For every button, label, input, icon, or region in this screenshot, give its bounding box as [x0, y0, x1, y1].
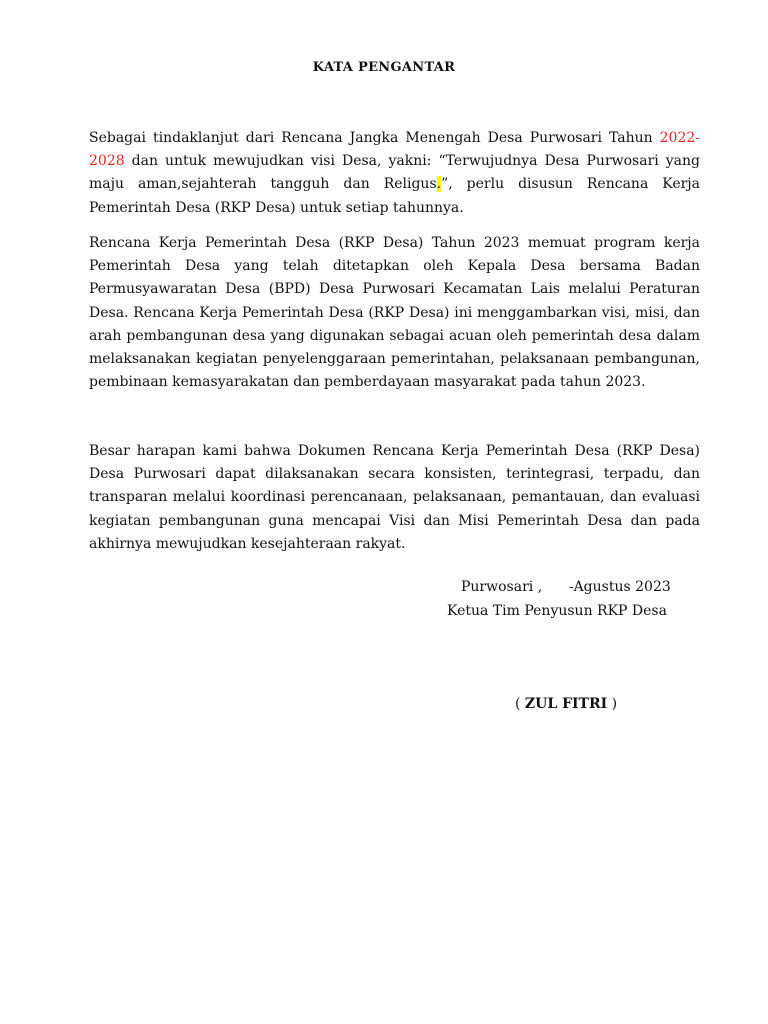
- page-title: KATA PENGANTAR: [312, 60, 456, 75]
- signature-role: Ketua Tim Penyusun RKP Desa: [447, 603, 667, 619]
- paragraph-intro-text-3: ”, perlu disusun Rencana Kerja Pemerintah Desa (RKP Desa) untuk setiap tahunnya.: [89, 176, 700, 216]
- plan-years: 2022-2028: [89, 130, 700, 170]
- signature-name: ZUL FITRI: [524, 696, 608, 712]
- paragraph-intro-text-1: Sebagai tindaklanjut dari Rencana Jangka Menengah Desa Purwosari Tahun: [89, 130, 660, 146]
- paragraph-intro: [89, 127, 700, 220]
- highlighted-period: .: [436, 176, 442, 193]
- signature-close-paren: ): [607, 696, 618, 712]
- signature-open-paren: (: [515, 696, 525, 712]
- paragraph-hope: Besar harapan kami bahwa Dokumen Rencana Kerja Pemerintah Desa (RKP Desa) Desa Purwosari dapat dilaksanakan secara konsisten, terintegrasi, terpadu, dan transparan melalui koordinasi perencanaan, pelaksanaan, pemantauan, dan evaluasi kegiatan pembangunan guna mencapai Visi dan Misi Pemerintah Desa dan pada akhirnya mewujudkan kesejahteraan rakyat.: [89, 443, 700, 552]
- paragraph-intro-text-2: dan untuk mewujudkan visi Desa, yakni: “Terwujudnya Desa Purwosari yang maju aman,sejahterah tangguh dan Religus: [89, 153, 700, 193]
- signature-name-block: [515, 696, 617, 712]
- signature-place-date: Purwosari , -Agustus 2023: [461, 579, 671, 595]
- paragraph-rkp-description: Rencana Kerja Pemerintah Desa (RKP Desa) Tahun 2023 memuat program kerja Pemerintah Desa yang telah ditetapkan oleh Kepala Desa bersama Badan Permusyawaratan Desa (BPD) Desa Purwosari Kecamatan Lais melalui Peraturan Desa. Rencana Kerja Pemerintah Desa (RKP Desa) ini menggambarkan visi, misi, dan arah pembangunan desa yang digunakan sebagai acuan oleh pemerintah desa dalam melaksanakan kegiatan penyelenggaraan pemerintahan, pelaksanaan pembangunan, pembinaan kemasyarakatan dan pemberdayaan masyarakat pada tahun 2023.: [89, 235, 700, 391]
